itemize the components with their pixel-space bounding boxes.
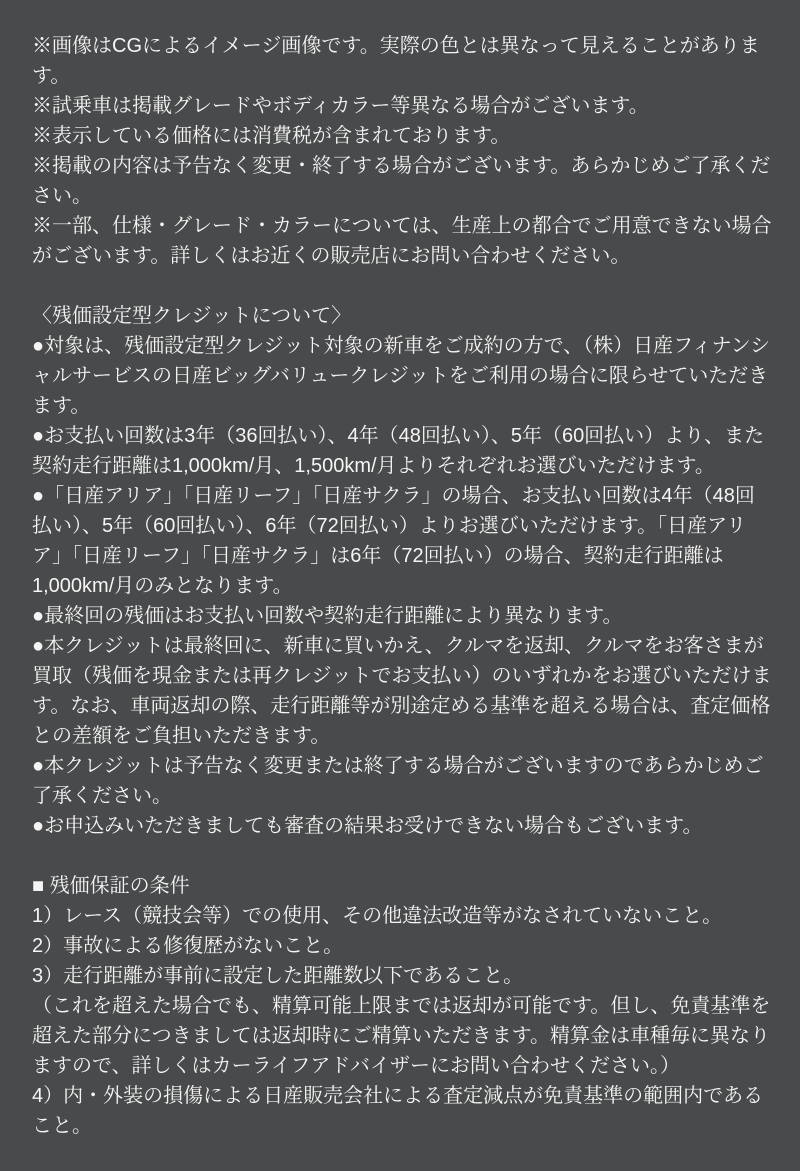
- general-disclaimers: [32, 31, 774, 271]
- guarantee-condition-item: 4）内・外装の損傷による日産販売会社による査定減点が免責基準の範囲内であること。: [32, 1085, 764, 1137]
- credit-term-item: ●お支払い回数は3年（36回払い）、4年（48回払い）、5年（60回払い）より、また契約走行距離は1,000km/月、1,500km/月よりそれぞれお選びいただけます。: [32, 425, 765, 477]
- credit-term-item: ●本クレジットは最終回に、新車に買いかえ、クルマを返却、クルマをお客さまが買取（残価を現金または再クレジットでお支払い）のいずれかをお選びいただけます。なお、車両返却の際、走行距離等が別途定める基準を超える場合は、査定価格との差額をご負担いただきます。: [32, 635, 772, 747]
- credit-terms-section: [32, 301, 774, 841]
- disclaimer-item: ※表示している価格には消費税が含まれております。: [32, 125, 511, 147]
- disclaimer-item: ※画像はCGによるイメージ画像です。実際の色とは異なって見えることがあります。: [32, 35, 760, 87]
- credit-term-item: ●「日産アリア」「日産リーフ」「日産サクラ」の場合、お支払い回数は4年（48回払い）、5年（60回払い）、6年（72回払い）よりお選びいただけます。「日産アリア」「日産リーフ」「日産サクラ」は6年（72回払い）の場合、契約走行距離は1,000km/月のみとなります。: [32, 485, 755, 597]
- credit-term-item: ●本クレジットは予告なく変更または終了する場合がございますのであらかじめご了承ください。: [32, 755, 764, 807]
- guarantee-condition-item: 1）レース（競技会等）での使用、その他違法改造等がなされていないこと。: [32, 905, 723, 927]
- residual-guarantee-section: [32, 871, 774, 1141]
- credit-term-item: ●お申込みいただきましても審査の結果お受けできない場合もございます。: [32, 815, 703, 837]
- guarantee-condition-item: 2）事故による修復歴がないこと。: [32, 935, 344, 957]
- guarantee-section-heading: ■ 残価保証の条件: [32, 875, 190, 897]
- credit-term-item: ●最終回の残価はお支払い回数や契約走行距離により異なります。: [32, 605, 623, 627]
- guarantee-condition-note: （これを超えた場合でも、精算可能上限までは返却が可能です。但し、免責基準を超えた部分につきましては返却時にご精算いただきます。精算金は車種毎に異なりますので、詳しくはカーライフアドバイザーにお問い合わせください。）: [32, 995, 771, 1077]
- credit-term-item: ●対象は、残価設定型クレジット対象の新車をご成約の方で、（株）日産フィナンシャルサービスの日産ビッグバリュークレジットをご利用の場合に限らせていただきます。: [32, 335, 771, 417]
- disclaimer-item: ※試乗車は掲載グレードやボディカラー等異なる場合がございます。: [32, 95, 649, 117]
- disclaimer-item: ※掲載の内容は予告なく変更・終了する場合がございます。あらかじめご了承ください。: [32, 155, 771, 207]
- guarantee-condition-item: 3）走行距離が事前に設定した距離数以下であること。: [32, 965, 524, 987]
- credit-section-heading: 〈残価設定型クレジットについて〉: [32, 305, 352, 327]
- disclaimer-item: ※一部、仕様・グレード・カラーについては、生産上の都合でご用意できない場合がございます。詳しくはお近くの販売店にお問い合わせください。: [32, 215, 772, 267]
